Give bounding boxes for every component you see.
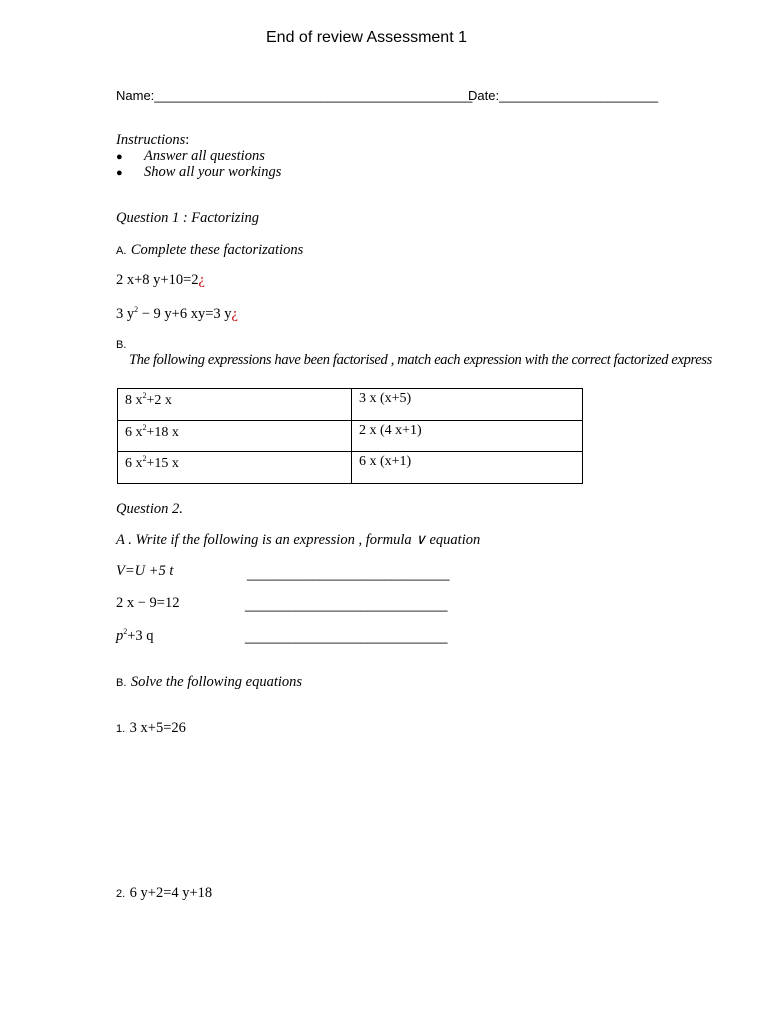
- instructions-heading: Instructions:: [116, 132, 190, 148]
- expression-item: 2 x − 9=12: [116, 595, 180, 611]
- factorized-cell: 2 x (4 x+1): [352, 420, 583, 452]
- instruction-item: Show all your workings: [144, 164, 282, 180]
- page-title: End of review Assessment 1: [266, 29, 467, 46]
- table-row: [118, 389, 583, 421]
- factorized-cell: 6 x (x+1): [352, 452, 583, 484]
- table-row: [118, 452, 583, 484]
- factorization-expression-1: 2 x+8 y+10=2¿: [116, 272, 205, 288]
- instruction-item: Answer all questions: [144, 148, 265, 164]
- answer-blank[interactable]: ____________________________: [247, 566, 450, 581]
- equation-text: 3 x+5=26: [129, 720, 186, 736]
- broken-glyph: ¿: [198, 272, 205, 288]
- broken-glyph: ¿: [231, 306, 238, 322]
- expression-item: $p^2+3$ q: [116, 627, 154, 644]
- expression-item: V=U +5 t: [116, 563, 174, 579]
- part-instruction: Complete these factorizations: [130, 242, 304, 258]
- question1-heading: Question 1 : Factorizing: [116, 210, 259, 226]
- date-label: Date:: [468, 88, 500, 103]
- name-blank: ____________________________________________: [154, 88, 473, 103]
- part-instruction: The following expressions have been factorised , match each expression with the correct factorized express: [129, 352, 712, 368]
- equation-2: [116, 884, 212, 902]
- answer-blank[interactable]: ____________________________: [245, 597, 448, 612]
- expression-cell: 8 $x^2+2$ x: [118, 389, 352, 421]
- equation-text: 6 y+2=4 y+18: [129, 885, 213, 901]
- date-field[interactable]: [468, 88, 658, 103]
- part-letter: A.: [116, 245, 127, 257]
- part-letter: B.: [116, 339, 127, 351]
- bullet-icon: ●: [116, 167, 123, 179]
- question2-part-a: A . Write if the following is an expression , formula ∨ equation: [116, 532, 481, 548]
- equation-number: 2.: [116, 888, 126, 900]
- factorization-expression-2: 3 $y^2 - 9$ y+6 xy=3 y¿: [116, 305, 238, 322]
- name-field[interactable]: [116, 88, 472, 103]
- expression-cell: 6 $x^2+18$ x: [118, 420, 352, 452]
- part-letter: B.: [116, 677, 127, 689]
- factorized-cell: 3 x (x+5): [352, 389, 583, 421]
- answer-blank[interactable]: ____________________________: [245, 629, 448, 644]
- matching-table: [117, 388, 583, 484]
- date-blank: ______________________: [499, 88, 659, 103]
- equation-1: [116, 719, 186, 737]
- name-label: Name:: [116, 88, 155, 103]
- equation-number: 1.: [116, 723, 126, 735]
- bullet-icon: ●: [116, 151, 123, 163]
- question2-part-b: [116, 673, 302, 691]
- expression-cell: 6 $x^2+15$ x: [118, 452, 352, 484]
- question2-heading: Question 2.: [116, 501, 183, 517]
- table-row: [118, 420, 583, 452]
- part-instruction: Solve the following equations: [130, 674, 303, 690]
- question1-part-a: [116, 241, 303, 259]
